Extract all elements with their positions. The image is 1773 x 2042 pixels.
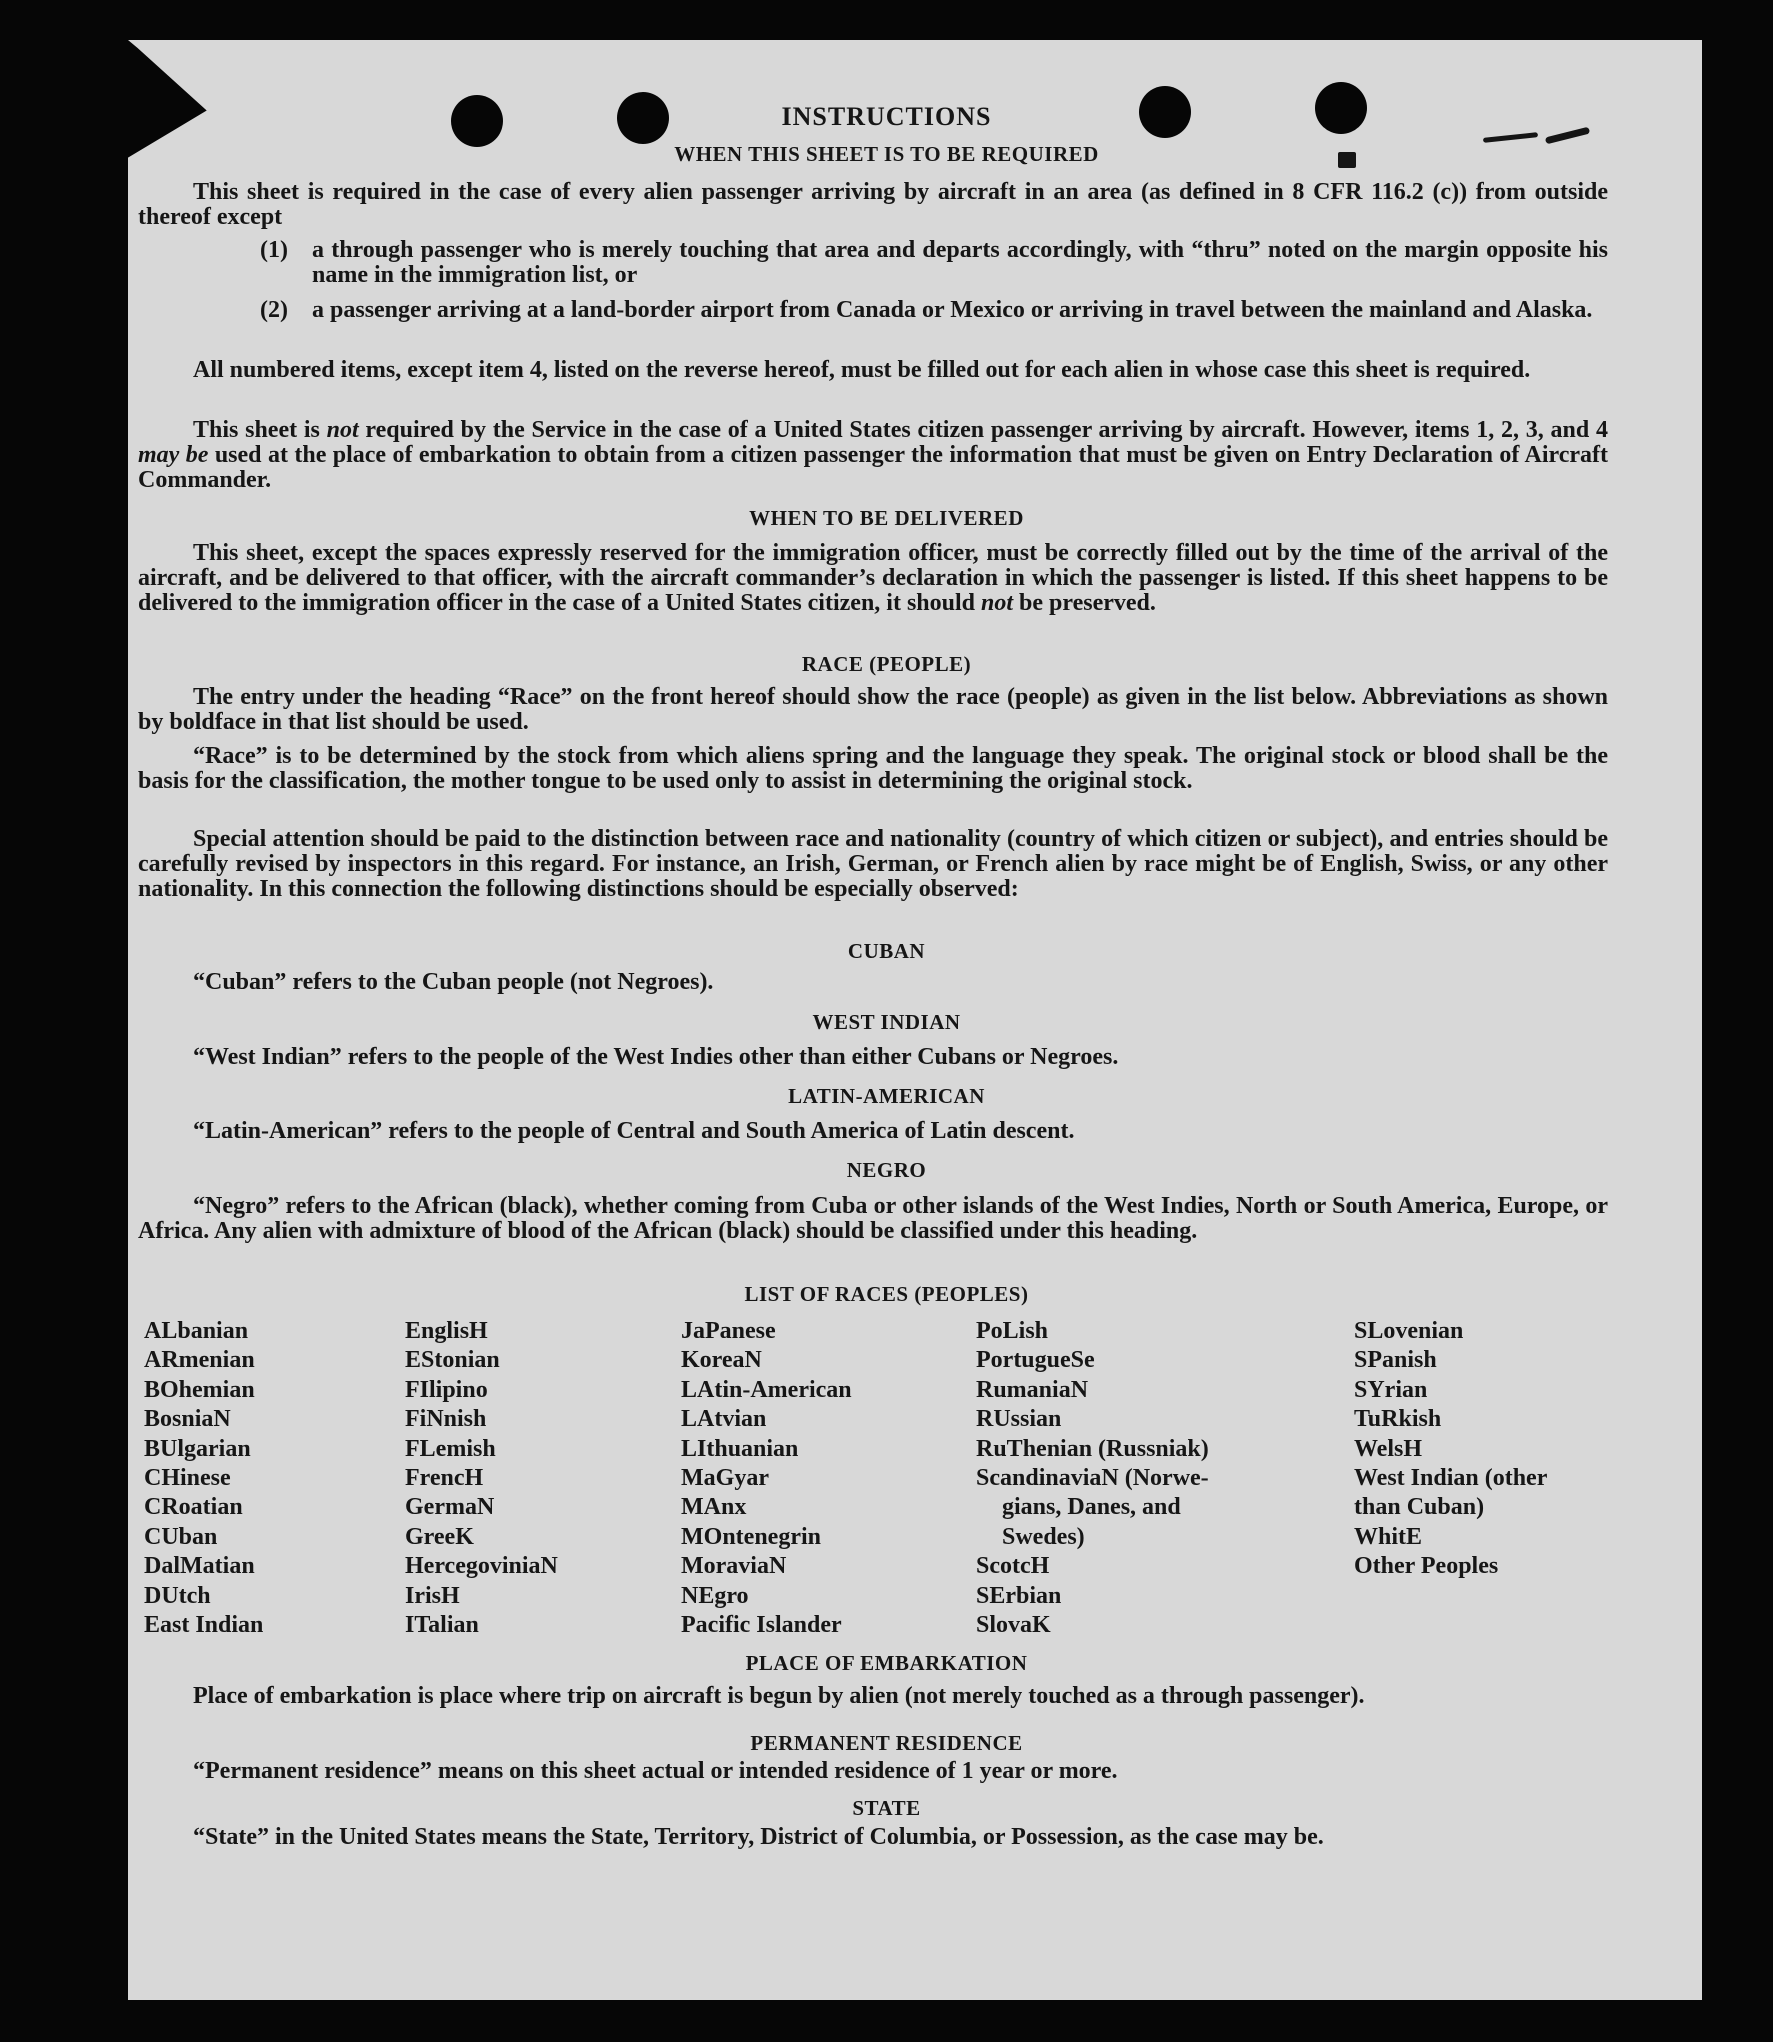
race-entry: SPanish [1354,1347,1437,1374]
races-column-1 [144,1317,263,1640]
paragraph: “Cuban” refers to the Cuban people (not Negroes). [193,969,714,995]
paragraph: “West Indian” refers to the people of the West Indies other than either Cubans or Negroes. [193,1044,1119,1070]
race-entry: SLovenian [1354,1318,1464,1344]
race-entry: FIlipino [405,1376,488,1403]
race-entry: WelsH [1354,1435,1423,1462]
races-column-4 [976,1317,1209,1640]
paragraph: Special attention should be paid to the distinction between race and nationality (country of which citizen or subject), and entries should be carefully revised by inspectors in this regard. For instance, an Irish, German, or French alien by race might be of English, Swiss, or any other nationality. In this connection the following distinctions should be especially observed: [138,826,1608,902]
race-entry: PoLish [976,1318,1049,1344]
race-entry: ARmenian [144,1347,255,1374]
race-entry: MAnx [681,1494,747,1521]
race-entry: NEgro [681,1582,749,1609]
section-heading: WHEN TO BE DELIVERED [749,506,1024,530]
race-entry: JaPanese [681,1318,776,1344]
race-entry: RUssian [976,1406,1062,1433]
races-column-2 [405,1317,558,1640]
race-entry: LIthuanian [681,1435,799,1462]
race-entry: EnglisH [405,1318,488,1344]
race-entry: ScandinaviaN (Norwe- [976,1465,1209,1492]
race-entry: SlovaK [976,1612,1051,1639]
race-entry: West Indian (other [1354,1465,1548,1492]
paragraph: “Latin-American” refers to the people of Central and South America of Latin descent. [193,1118,1075,1144]
section-heading: LIST OF RACES (PEOPLES) [744,1282,1029,1306]
race-entry: gians, Danes, and [1002,1494,1181,1521]
race-entry: RumaniaN [976,1376,1089,1403]
races-column-5 [1354,1317,1547,1582]
race-entry: FrencH [405,1465,484,1492]
paragraph: This sheet is required in the case of every alien passenger arriving by aircraft in an area (as defined in 8 CFR 116.2 (c)) from outside thereof except [138,179,1608,230]
section-heading: CUBAN [847,939,926,963]
race-entry: CRoatian [144,1494,243,1521]
race-entry: GermaN [405,1494,495,1521]
race-entry: BUlgarian [144,1435,251,1462]
section-heading: PLACE OF EMBARKATION [745,1651,1028,1675]
race-entry: than Cuban) [1354,1494,1485,1521]
paragraph: The entry under the heading “Race” on the front hereof should show the race (people) as given in the list below. Abbreviations as shown by boldface in that list should be used. [138,684,1608,735]
paragraph: “State” in the United States means the State, Territory, District of Columbia, or Possession, as the case may be. [193,1824,1324,1850]
race-entry: RuThenian (Russniak) [976,1435,1209,1462]
paragraph: “Permanent residence” means on this sheet actual or intended residence of 1 year or more. [193,1758,1118,1784]
section-heading: WHEN THIS SHEET IS TO BE REQUIRED [674,142,1099,166]
race-entry: WhitE [1354,1523,1423,1550]
race-entry: BosniaN [144,1406,231,1433]
race-entry: Other Peoples [1354,1553,1499,1580]
section-heading: RACE (PEOPLE) [801,652,972,676]
race-entry: FiNnish [405,1406,487,1433]
paragraph: “Negro” refers to the African (black), whether coming from Cuba or other islands of the West Indies, North or South America, Europe, or Africa. Any alien with admixture of blood of the African (black) should be classified under this heading. [138,1193,1608,1244]
race-entry: TuRkish [1354,1406,1442,1433]
race-entry: GreeK [405,1523,474,1550]
paragraph: Place of embarkation is place where trip on aircraft is begun by alien (not merely touched as a through passenger). [193,1683,1365,1709]
paragraph: “Race” is to be determined by the stock from which aliens spring and the language they speak. The original stock or blood shall be the basis for the classification, the mother tongue to be used only to assist in determining the original stock. [138,743,1608,794]
section-heading: PERMANENT RESIDENCE [750,1731,1023,1755]
race-entry: LAtin-American [681,1376,852,1403]
race-entry: LAtvian [681,1406,767,1433]
race-entry: MOntenegrin [681,1523,821,1550]
race-entry: ITalian [405,1612,479,1639]
section-heading: NEGRO [846,1158,927,1182]
race-entry: CUban [144,1523,218,1550]
race-entry: Swedes) [1002,1523,1085,1550]
section-heading: LATIN-AMERICAN [788,1084,985,1108]
race-entry: IrisH [405,1582,460,1609]
race-entry: ALbanian [144,1318,249,1344]
race-entry: DalMatian [144,1553,255,1580]
race-entry: East Indian [144,1612,264,1639]
race-entry: Pacific Islander [681,1612,842,1639]
race-entry: BOhemian [144,1376,255,1403]
races-column-3 [681,1317,852,1640]
race-entry: ScotcH [976,1553,1050,1580]
paragraph: This sheet is not required by the Service in the case of a United States citizen passenger arriving by aircraft. However, items 1, 2, 3, and 4 may be used at the place of embarkation to obtain from a citizen passenger the information that must be given on Entry Declaration of Aircraft Commander. [138,417,1608,493]
section-heading: WEST INDIAN [812,1010,961,1034]
race-entry: FLemish [405,1435,496,1462]
race-entry: HercegoviniaN [405,1553,558,1580]
race-entry: MaGyar [681,1465,769,1492]
race-entry: SYrian [1354,1376,1428,1403]
race-entry: DUtch [144,1582,211,1609]
race-entry: KoreaN [681,1347,762,1374]
paragraph: This sheet, except the spaces expressly reserved for the immigration officer, must be correctly filled out by the time of the arrival of the aircraft, and be delivered to that officer, with the aircraft commander’s declaration in which the passenger is listed. If this sheet happens to be delivered to the immigration officer in the case of a United States citizen, it should not be preserved. [138,540,1608,616]
race-entry: CHinese [144,1465,231,1492]
section-heading: STATE [852,1796,921,1820]
race-entry: EStonian [405,1347,500,1374]
race-entry: SErbian [976,1582,1062,1609]
race-entry: PortugueSe [976,1347,1095,1374]
race-entry: MoraviaN [681,1553,787,1580]
page-title: INSTRUCTIONS [781,102,992,131]
paragraph: All numbered items, except item 4, listed on the reverse hereof, must be filled out for each alien in whose case this sheet is required. [193,357,1531,383]
